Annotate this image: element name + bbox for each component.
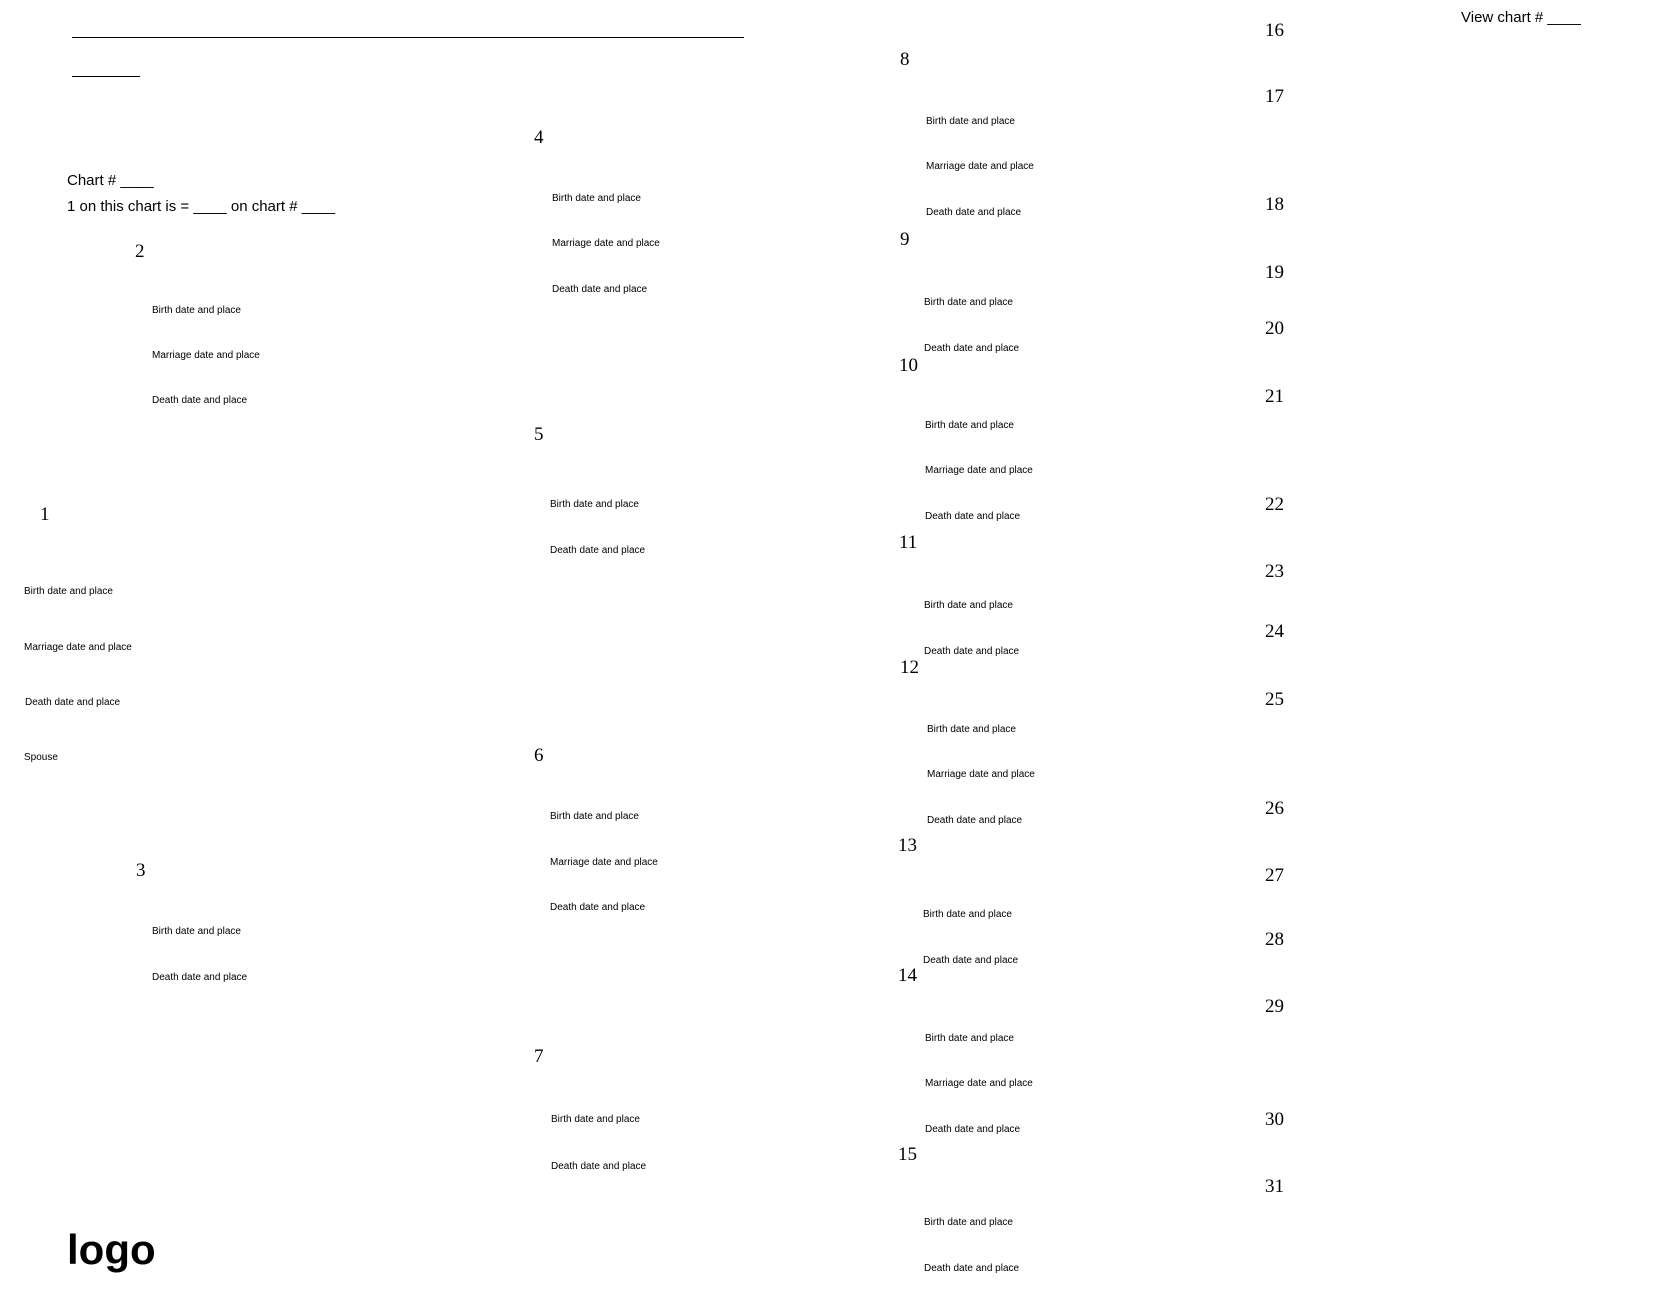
birth-field-label: Birth date and place bbox=[924, 600, 1013, 611]
person-number: 9 bbox=[900, 229, 910, 250]
death-field-label: Death date and place bbox=[924, 646, 1020, 657]
person-number: 15 bbox=[898, 1144, 917, 1165]
ancestor-number: 16 bbox=[1265, 20, 1284, 41]
person-number: 6 bbox=[534, 745, 544, 766]
birth-field-label: Birth date and place bbox=[550, 499, 639, 510]
ancestor-number: 24 bbox=[1265, 621, 1284, 642]
subtitle-line[interactable] bbox=[72, 76, 140, 77]
ancestor-number: 29 bbox=[1265, 996, 1284, 1017]
death-field-label: Death date and place bbox=[923, 955, 1019, 966]
death-field-label: Death date and place bbox=[550, 902, 646, 913]
death-field-label: Death date and place bbox=[552, 284, 648, 295]
birth-field-label: Birth date and place bbox=[924, 297, 1013, 308]
ancestor-number: 20 bbox=[1265, 318, 1284, 339]
death-field-label: Death date and place bbox=[925, 511, 1021, 522]
person-number: 5 bbox=[534, 424, 544, 445]
death-field-label: Death date and place bbox=[927, 815, 1023, 826]
marriage-field-label: Marriage date and place bbox=[24, 642, 132, 653]
marriage-field-label: Marriage date and place bbox=[925, 465, 1033, 476]
marriage-field-label: Marriage date and place bbox=[925, 1078, 1033, 1089]
marriage-field-label: Marriage date and place bbox=[550, 857, 658, 868]
death-field-label: Death date and place bbox=[152, 972, 248, 983]
birth-field-label: Birth date and place bbox=[925, 1033, 1014, 1044]
ancestor-number: 30 bbox=[1265, 1109, 1284, 1130]
marriage-field-label: Marriage date and place bbox=[927, 769, 1035, 780]
birth-field-label: Birth date and place bbox=[923, 909, 1012, 920]
birth-field-label: Birth date and place bbox=[552, 193, 641, 204]
death-field-label: Death date and place bbox=[924, 1263, 1020, 1274]
person-number: 12 bbox=[900, 657, 919, 678]
birth-field-label: Birth date and place bbox=[24, 586, 113, 597]
death-field-label: Death date and place bbox=[25, 697, 121, 708]
person-number: 2 bbox=[135, 241, 145, 262]
person-number: 11 bbox=[899, 532, 918, 553]
person-number: 7 bbox=[534, 1046, 544, 1067]
ancestor-number: 28 bbox=[1265, 929, 1284, 950]
chart-reference: 1 on this chart is = ____ on chart # ____ bbox=[67, 198, 336, 215]
birth-field-label: Birth date and place bbox=[927, 724, 1016, 735]
logo: logo bbox=[67, 1226, 156, 1273]
ancestor-number: 27 bbox=[1265, 865, 1284, 886]
birth-field-label: Birth date and place bbox=[926, 116, 1015, 127]
birth-field-label: Birth date and place bbox=[152, 926, 241, 937]
chart-number: Chart # ____ bbox=[67, 172, 154, 189]
ancestor-number: 19 bbox=[1265, 262, 1284, 283]
ancestor-number: 22 bbox=[1265, 494, 1284, 515]
marriage-field-label: Marriage date and place bbox=[152, 350, 260, 361]
birth-field-label: Birth date and place bbox=[925, 420, 1014, 431]
ancestor-number: 31 bbox=[1265, 1176, 1284, 1197]
person-number: 14 bbox=[898, 965, 917, 986]
spouse-field-label: Spouse bbox=[24, 752, 58, 763]
person-number: 8 bbox=[900, 49, 910, 70]
death-field-label: Death date and place bbox=[926, 207, 1022, 218]
death-field-label: Death date and place bbox=[925, 1124, 1021, 1135]
death-field-label: Death date and place bbox=[550, 545, 646, 556]
death-field-label: Death date and place bbox=[924, 343, 1020, 354]
ancestor-number: 23 bbox=[1265, 561, 1284, 582]
birth-field-label: Birth date and place bbox=[550, 811, 639, 822]
birth-field-label: Birth date and place bbox=[551, 1114, 640, 1125]
birth-field-label: Birth date and place bbox=[152, 305, 241, 316]
person-number: 3 bbox=[136, 860, 146, 881]
ancestor-number: 18 bbox=[1265, 194, 1284, 215]
title-line[interactable] bbox=[72, 37, 744, 38]
person-number: 13 bbox=[898, 835, 917, 856]
marriage-field-label: Marriage date and place bbox=[552, 238, 660, 249]
marriage-field-label: Marriage date and place bbox=[926, 161, 1034, 172]
ancestor-number: 26 bbox=[1265, 798, 1284, 819]
view-chart-number: View chart # ____ bbox=[1461, 9, 1581, 26]
ancestor-number: 21 bbox=[1265, 386, 1284, 407]
person-number: 4 bbox=[534, 127, 544, 148]
ancestor-number: 25 bbox=[1265, 689, 1284, 710]
person-number: 1 bbox=[40, 504, 50, 525]
person-number: 10 bbox=[899, 355, 918, 376]
ancestor-number: 17 bbox=[1265, 86, 1284, 107]
birth-field-label: Birth date and place bbox=[924, 1217, 1013, 1228]
death-field-label: Death date and place bbox=[551, 1161, 647, 1172]
death-field-label: Death date and place bbox=[152, 395, 248, 406]
